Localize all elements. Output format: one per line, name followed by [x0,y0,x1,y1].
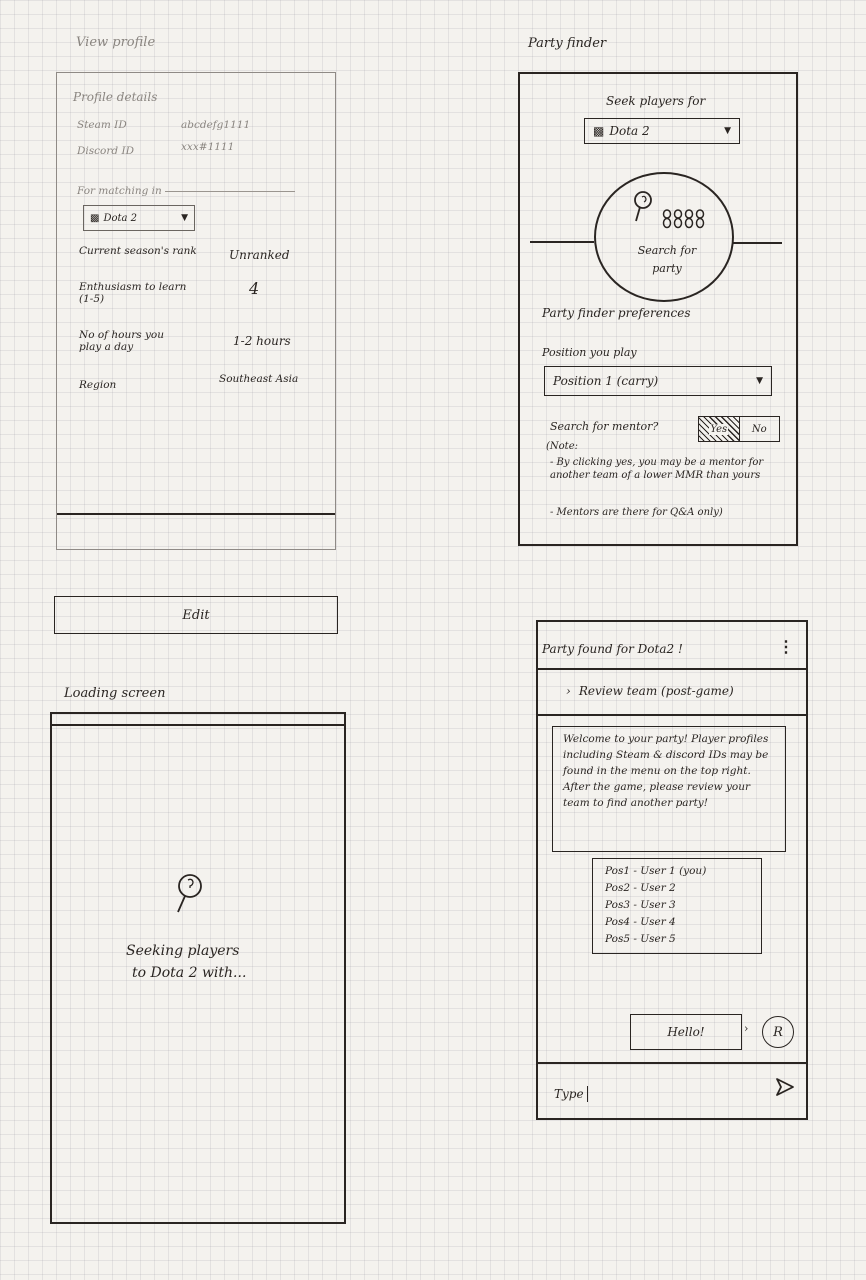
loading-top-divider [52,724,344,726]
position-label: Position you play [542,346,637,359]
message-input-placeholder: Type [554,1087,584,1101]
matching-divider [165,191,295,192]
mentor-note-2: - Mentors are there for Q&A only) [550,507,723,518]
region-value: Southeast Asia [219,373,299,385]
mentor-no-option[interactable] [740,417,780,441]
party-members-icon [662,208,706,230]
rank-label: Current season's rank [79,245,197,257]
discord-id-value: xxx#1111 [181,141,235,153]
profile-game-select[interactable] [83,205,195,231]
party-pin-icon [632,190,658,224]
outgoing-message-bubble [630,1014,742,1050]
header-divider [538,668,806,670]
outgoing-message-text: Hello! [667,1025,705,1039]
team-roster-bubble [592,858,762,954]
party-finder-screen [518,72,798,546]
steam-id-label: Steam ID [77,119,127,131]
party-found-title: Party found for Dota2 ! [542,642,683,656]
mentor-note-1: - By clicking yes, you may be a mentor for another team of a lower MMR than yours [550,457,764,481]
party-found-screen [536,620,808,1120]
search-party-label: Search for party [637,244,697,275]
loading-screen-label: Loading screen [64,686,166,701]
avatar-initial: R [773,1024,783,1040]
welcome-message-text: Welcome to your party! Player profiles including Steam & discord IDs may be found in the menu on the top right. After the game, please review your team to find another party! [563,733,769,809]
kebab-menu-icon[interactable]: ⋮ [778,637,794,656]
chevron-down-icon: ▼ [724,126,731,136]
roster-pos5: Pos5 - User 5 [605,933,676,945]
matching-label: For matching in [77,185,162,197]
mentor-question: Search for mentor? [550,420,659,433]
send-icon[interactable] [774,1076,796,1102]
loading-message [126,940,246,984]
region-label: Region [79,379,117,391]
game-logo-icon: ▩ [593,124,605,138]
mentor-yes-option[interactable] [699,417,740,441]
profile-game-select-value: Dota 2 [103,212,138,224]
review-team-label: Review team (post-game) [578,684,734,698]
position-select-value: Position 1 (carry) [553,374,659,388]
review-divider [538,714,806,716]
party-game-select[interactable] [584,118,740,144]
search-party-button[interactable] [594,172,734,302]
roster-pos3: Pos3 - User 3 [605,899,676,911]
roster-pos4: Pos4 - User 4 [605,916,676,928]
edit-button-label: Edit [182,607,210,623]
steam-id-value: abcdefg1111 [181,119,251,131]
bubble-pointer-icon: › [744,1022,749,1035]
mentor-no-label: No [751,423,767,435]
roster-pos2: Pos2 - User 2 [605,882,676,894]
mentor-note-label: (Note: [546,441,578,452]
rank-value: Unranked [229,248,290,262]
composer-divider [538,1062,806,1064]
message-input[interactable] [554,1082,754,1106]
roster-pos1: Pos1 - User 1 (you) [605,865,707,877]
mentor-toggle[interactable] [698,416,780,442]
text-cursor [587,1086,588,1102]
edit-button[interactable] [54,596,338,634]
loading-screen [50,712,346,1224]
loading-pin-icon [170,870,206,916]
game-logo-icon: ▩ [90,212,100,224]
profile-details-title: Profile details [73,90,158,104]
chevron-down-icon: ▼ [181,213,188,223]
review-team-link[interactable] [566,684,734,698]
search-divider-left [530,241,594,243]
chevron-down-icon: ▼ [756,376,763,386]
enthusiasm-value: 4 [249,279,260,298]
party-game-select-value: Dota 2 [609,124,650,138]
discord-id-label: Discord ID [77,145,135,157]
hours-label: No of hours you play a day [79,329,164,353]
preferences-title: Party finder preferences [542,306,691,320]
avatar[interactable] [762,1016,794,1048]
view-profile-screen-label: View profile [76,35,156,50]
search-divider-right [732,242,782,244]
loading-message-line2: to Dota 2 with... [132,965,247,981]
enthusiasm-label: Enthusiasm to learn (1-5) [79,281,187,305]
party-finder-screen-label: Party finder [528,36,607,51]
bottom-nav-divider [57,513,335,515]
position-select[interactable] [544,366,772,396]
loading-message-line1: Seeking players [126,943,240,959]
welcome-message-bubble [552,726,786,852]
hours-value: 1-2 hours [233,334,291,348]
chevron-right-icon: › [566,684,571,698]
view-profile-screen [56,72,336,550]
seek-players-label: Seek players for [606,94,706,108]
mentor-yes-label: Yes [710,423,728,435]
